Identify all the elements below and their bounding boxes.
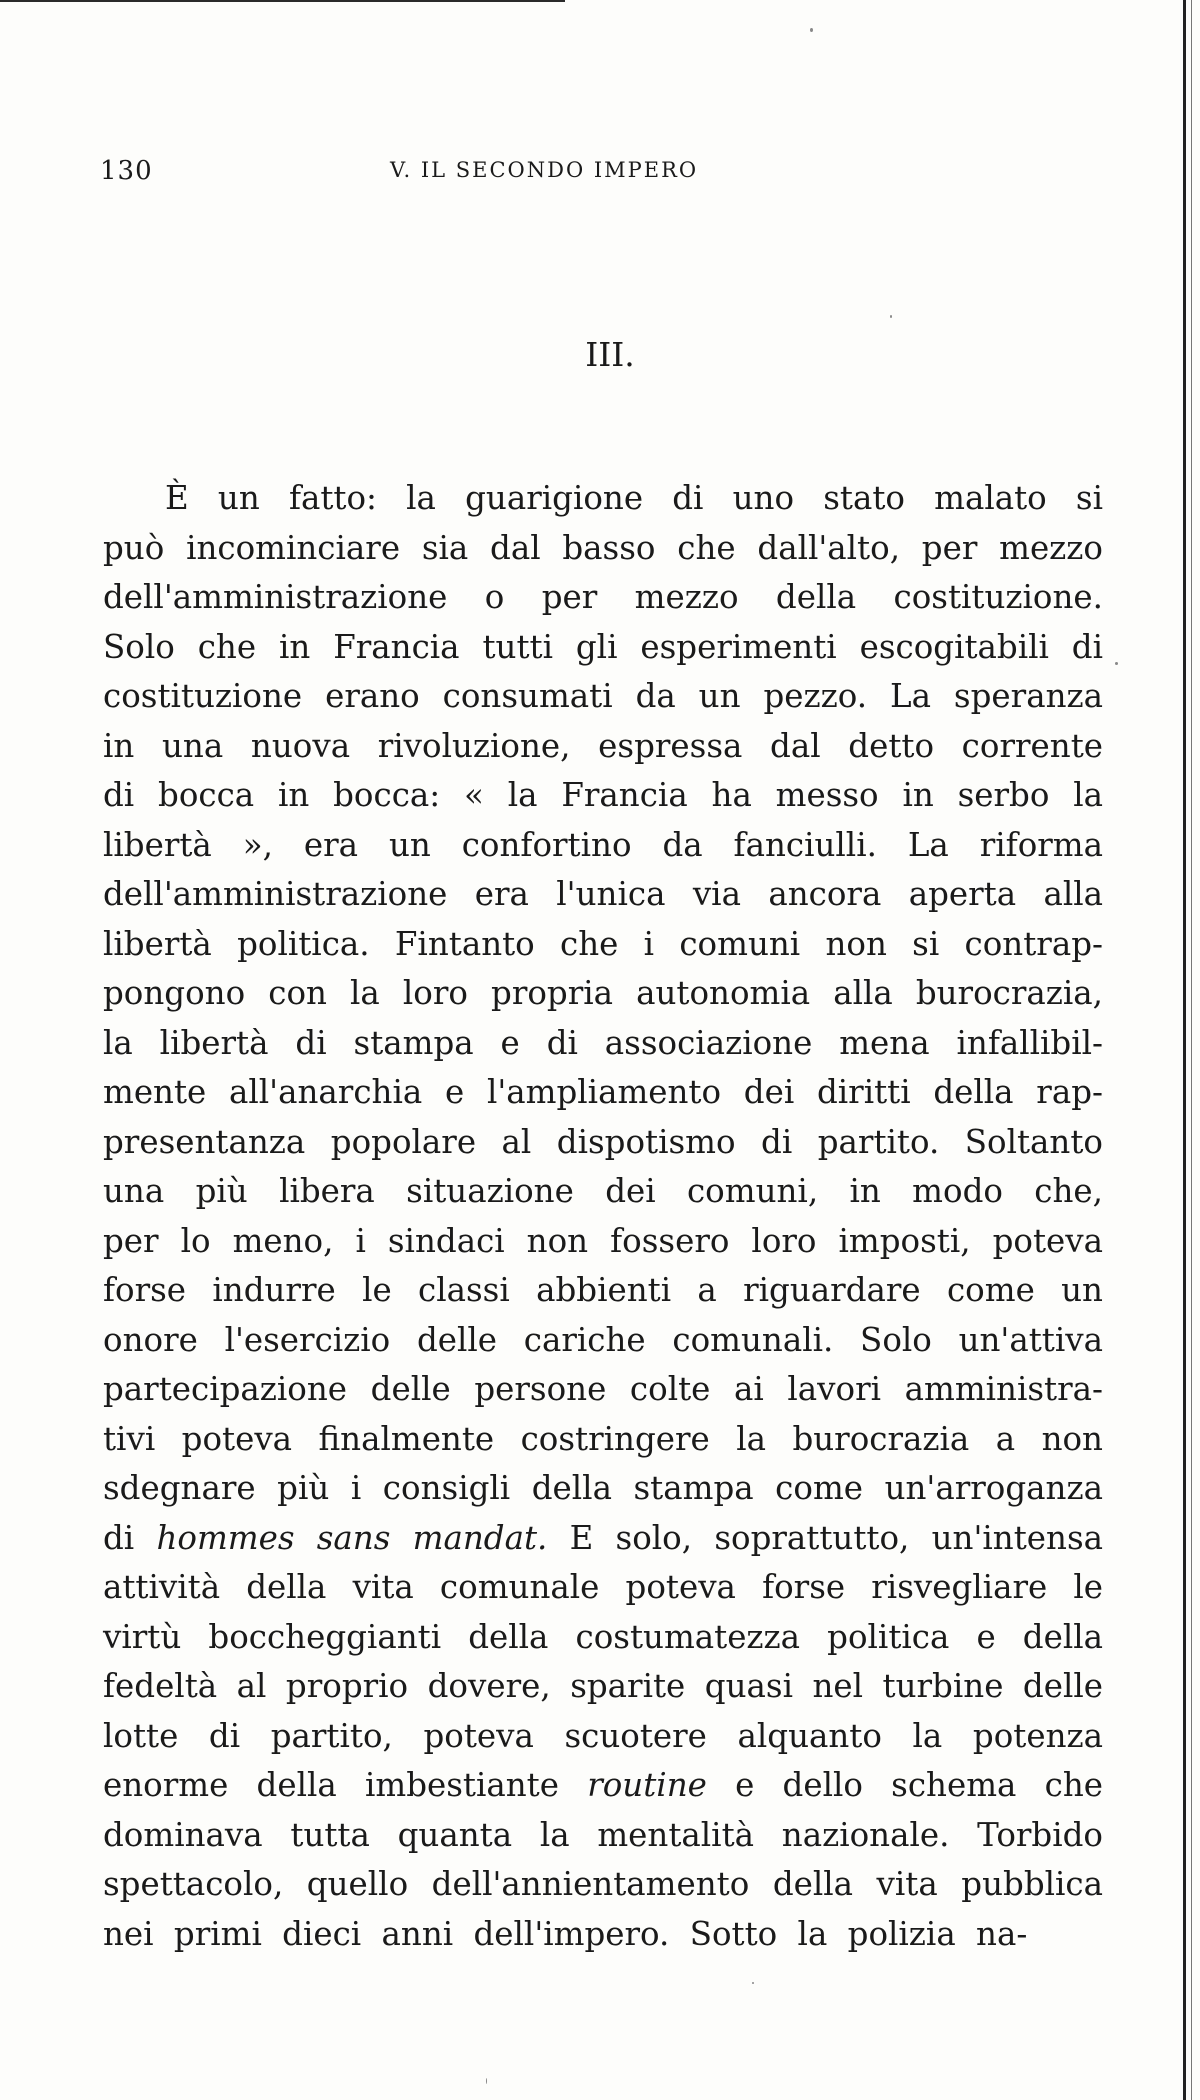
text-line: È un fatto: la guarigione di uno stato malato si [165,479,1103,517]
top-edge-rule [0,0,565,2]
text-line: dominava tutta quanta la mentalità nazionale. Torbido [103,1815,1103,1854]
text-line-with-italic [103,1514,1103,1564]
text-line: una più libera situazione dei comuni, in modo che, [103,1172,1103,1210]
text-line: nei primi dieci anni dell'impero. Sotto la polizia na- [103,1914,1028,1953]
text-run: di [103,1518,157,1557]
text-line: mente all'anarchia e l'ampliamento dei diritti della rap- [103,1073,1103,1111]
text-run: enorme della imbestiante [103,1766,588,1804]
section-number: III. [585,335,635,374]
text-line: virtù boccheggianti della costumatezza politica e della [103,1617,1103,1656]
text-line: dell'amministrazione o per mezzo della costituzione. [103,578,1103,616]
page-edge-line [1191,0,1192,2100]
text-line: presentanza popolare al dispotismo di partito. Soltanto [103,1122,1103,1161]
text-line: pongono con la loro propria autonomia alla burocrazia, [103,974,1103,1012]
text-line: onore l'esercizio delle cariche comunali. Solo un'attiva [103,1320,1103,1359]
running-title: V. IL SECONDO IMPERO [390,158,699,182]
text-line: la libertà di stampa e di associazione mena infallibil- [103,1023,1103,1062]
paper-speck [890,315,892,318]
text-line: libertà politica. Fintanto che i comuni non si contrap- [103,924,1103,963]
paper-speck [810,28,813,32]
text-line: per lo meno, i sindaci non fossero loro imposti, poteva [103,1221,1103,1260]
page-edge-shadow [1183,0,1186,2100]
paper-speck [752,1982,754,1984]
text-line: Solo che in Francia tutti gli esperimenti escogitabili di [103,627,1103,666]
text-line: può incominciare sia dal basso che dall'alto, per mezzo [103,528,1103,567]
text-line: libertà », era un confortino da fanciulli. La riforma [103,825,1103,864]
italic-phrase: routine [587,1766,707,1804]
paper-speck [486,2078,487,2084]
text-line: attività della vita comunale poteva forse risvegliare le [103,1568,1103,1606]
text-line: forse indurre le classi abbienti a riguardare come un [103,1271,1103,1309]
text-line: spettacolo, quello dell'annientamento della vita pubblica [103,1865,1103,1903]
text-line: costituzione erano consumati da un pezzo. La speranza [103,677,1103,715]
text-line: partecipazione delle persone colte ai lavori amministra- [103,1370,1103,1408]
paper-speck [1115,662,1118,665]
page-number: 130 [100,156,153,186]
text-line: tivi poteva finalmente costringere la burocrazia a non [103,1419,1103,1458]
text-line: di bocca in bocca: « la Francia ha messo in serbo la [103,776,1103,814]
text-line: in una nuova rivoluzione, espressa dal detto corrente [103,726,1103,765]
italic-phrase: hommes sans mandat. [156,1518,548,1557]
body-paragraph [103,474,1103,1959]
text-line: lotte di partito, poteva scuotere alquanto la potenza [103,1716,1103,1755]
text-line: dell'amministrazione era l'unica via ancora aperta alla [103,875,1103,913]
text-line: fedeltà al proprio dovere, sparite quasi nel turbine delle [103,1667,1103,1705]
text-run: e dello schema che [706,1766,1104,1804]
text-line: sdegnare più i consigli della stampa come un'arroganza [103,1469,1103,1507]
running-head [100,152,980,192]
text-line-with-italic [103,1761,1103,1811]
text-run: E solo, soprattutto, un'intensa [547,1518,1103,1557]
